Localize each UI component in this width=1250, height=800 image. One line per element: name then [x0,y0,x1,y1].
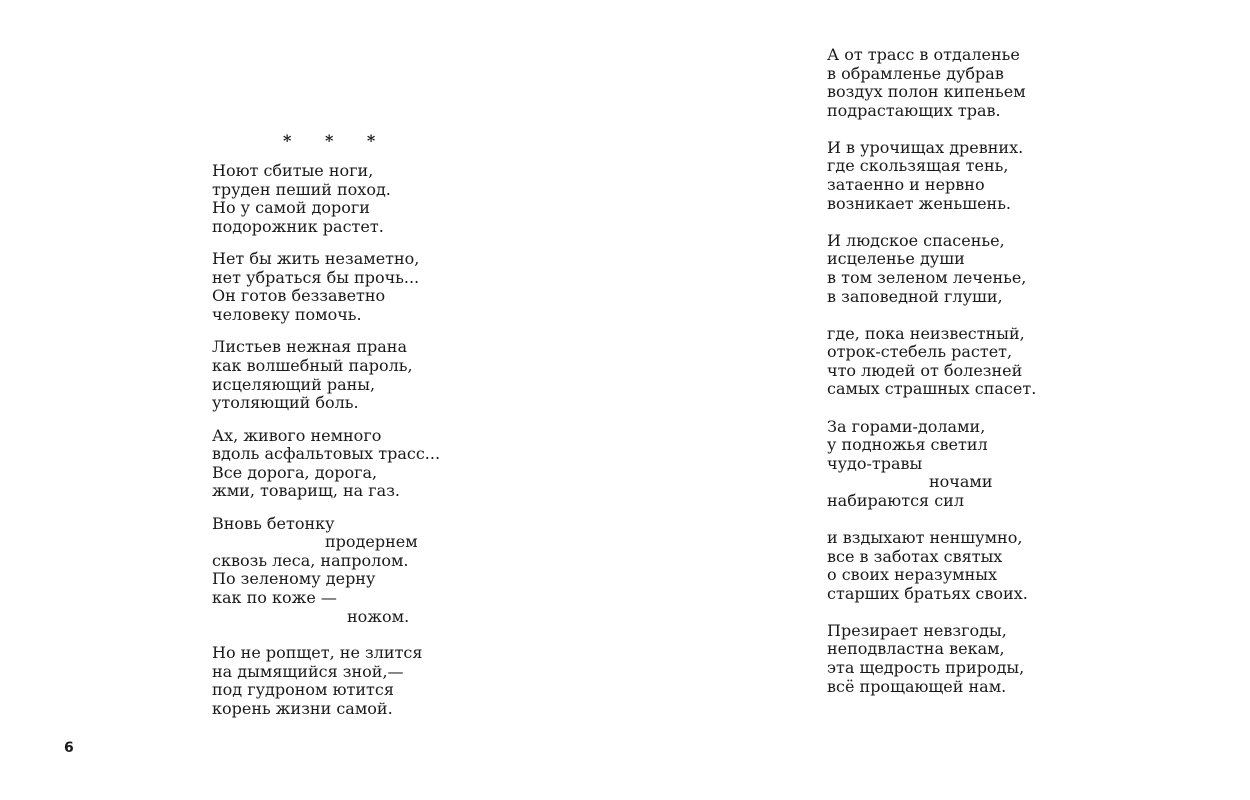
verse-line: набираются сил [827,490,964,510]
verse-line: вдоль асфальтовых трасс... [212,444,441,464]
verse-line: Вновь бетонку [212,513,335,533]
verse-line: ночами [929,472,993,492]
poem-right [827,46,1127,715]
stanza [212,515,512,627]
right-page [625,0,1250,800]
verse-line: Ноют сбитые ноги, [212,161,374,180]
verse-line: нет убраться бы прочь... [212,267,420,287]
stanza [827,325,1127,399]
verse-line: что людей от болезней [827,360,1023,380]
verse-line: Ах, живого немного [212,425,382,445]
verse-line: старших братьях своих. [827,583,1028,603]
stanza [212,162,512,236]
verse-line: ножом. [347,606,410,626]
verse-line: воздух полон кипеньем [827,82,1026,102]
verse-line: все в заботах святых [827,546,1003,566]
verse-line: всё прощающей нам. [827,676,1007,696]
verse-line: Презирает невзгоды, [827,620,1007,640]
verse-line: о своих неразумных [827,565,998,585]
stanza [827,529,1127,603]
verse-line: возникает женьшень. [827,193,1012,213]
verse-line: где скользящая тень, [827,156,1009,176]
verse-line: отрок-стебель растет, [827,342,1013,362]
verse-line: жми, товарищ, на газ. [212,481,401,501]
verse-line: Все дорога, дорога, [212,462,378,482]
verse-line: утоляющий боль. [212,393,359,413]
verse-line: продернем [325,532,418,552]
stanza [827,622,1127,696]
verse-line: в заповедной глуши, [827,286,1003,306]
verse-line: исцеленье души [827,249,965,269]
verse-line: и вздыхают неншумно, [827,527,1023,547]
stanza [827,418,1127,511]
verse-line: Листьев нежная прана [212,337,407,357]
verse-line: человеку помочь. [212,304,362,324]
verse-line: Нет бы жить незаметно, [212,249,420,269]
verse-line: под гудроном ютится [212,680,394,700]
verse-line: труден пеший поход. [212,179,391,199]
verse-line: За горами-долами, [827,416,986,436]
verse-line: на дымящийся зной,— [212,661,404,681]
stanza [827,139,1127,213]
verse-line: подорожник растет. [212,216,384,236]
verse-line: корень жизни самой. [212,699,393,719]
verse-line: Он готов беззаветно [212,286,386,306]
verse-line: Но у самой дороги [212,198,370,218]
verse-line: чудо-травы [827,453,923,473]
stanza-separator: * * * [283,131,390,150]
stanza [827,46,1127,120]
stanza [212,250,512,324]
verse-line: в том зеленом леченье, [827,267,1027,287]
verse-line: А от трасс в отдаленье [827,45,1020,64]
verse-line: эта щедрость природы, [827,658,1025,678]
verse-line: исцеляющий раны, [212,374,376,394]
page-number: 6 [64,740,74,756]
verse-line: у подножья светил [827,435,988,455]
verse-line: в обрамленье дубрав [827,63,1004,83]
verse-line: подрастающих трав. [827,100,1001,120]
verse-line: И в урочищах древних. [827,137,1024,157]
verse-line: сквозь леса, напролом. [212,550,409,570]
verse-line: как по коже — [212,588,337,608]
verse-line: По зеленому дерну [212,569,376,589]
verse-line: Но не ропщет, не злится [212,643,423,663]
stanza [212,427,512,501]
stanza [212,338,512,412]
poem-left [212,162,512,732]
stanza [212,644,512,718]
verse-line: как волшебный пароль, [212,355,413,375]
verse-line: затаенно и нервно [827,175,985,195]
stanza [827,232,1127,306]
verse-line: самых страшных спасет. [827,379,1037,399]
verse-line: где, пока неизвестный, [827,323,1025,343]
verse-line: И людское спасенье, [827,230,1005,250]
verse-line: неподвластна векам, [827,639,1005,659]
